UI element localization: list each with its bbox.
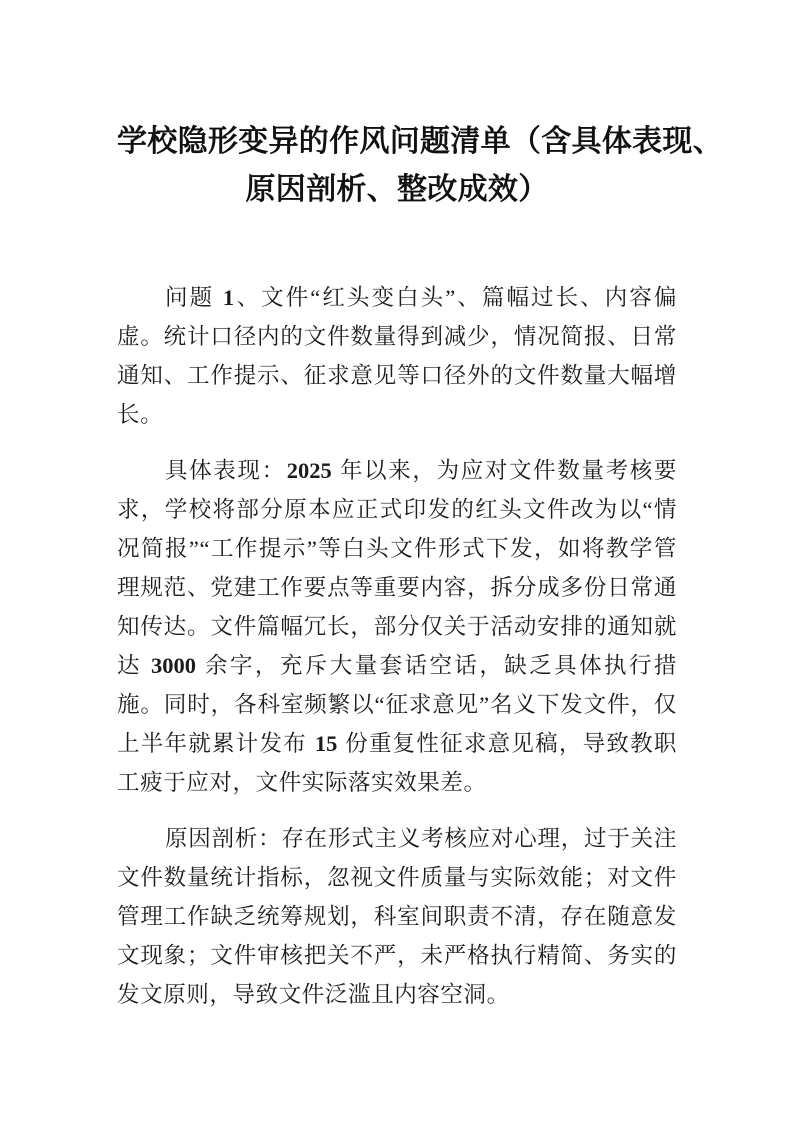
document-body [117, 0, 723, 1014]
document-content [117, 278, 677, 1014]
page-title [117, 0, 723, 214]
paragraph-specific-manifestation: 具体表现：2025 年以来，为应对文件数量考核要求，学校将部分原本应正式印发的红头文件改为以“情况简报”“工作提示”等白头文件形式下发，如将教学管理规范、党建工作要点等重要内容，拆分成多份日常通知传达。文件篇幅冗长，部分仅关于活动安排的通知就达 3000 余字，充斥大量套话空话，缺乏具体执行措施。同时，各科室频繁以“征求意见”名义下发文件，仅上半年就累计发布 15 份重复性征求意见稿，导致教职工疲于应对，文件实际落实效果差。 [117, 458, 677, 795]
title-line-1: 学校隐形变异的作风问题清单（含具体表现、 [117, 125, 723, 158]
paragraph-problem-1: 问题 1、文件“红头变白头”、篇幅过长、内容偏虚。统计口径内的文件数量得到减少，情况简报、日常通知、工作提示、征求意见等口径外的文件数量大幅增长。 [117, 285, 677, 427]
paragraph-cause-analysis: 原因剖析：存在形式主义考核应对心理，过于关注文件数量统计指标，忽视文件质量与实际效能；对文件管理工作缺乏统筹规划，科室间职责不清，存在随意发文现象；文件审核把关不严，未严格执行精简、务实的发文原则，导致文件泛滥且内容空洞。 [117, 826, 677, 1007]
title-line-2: 原因剖析、整改成效） [245, 173, 549, 206]
